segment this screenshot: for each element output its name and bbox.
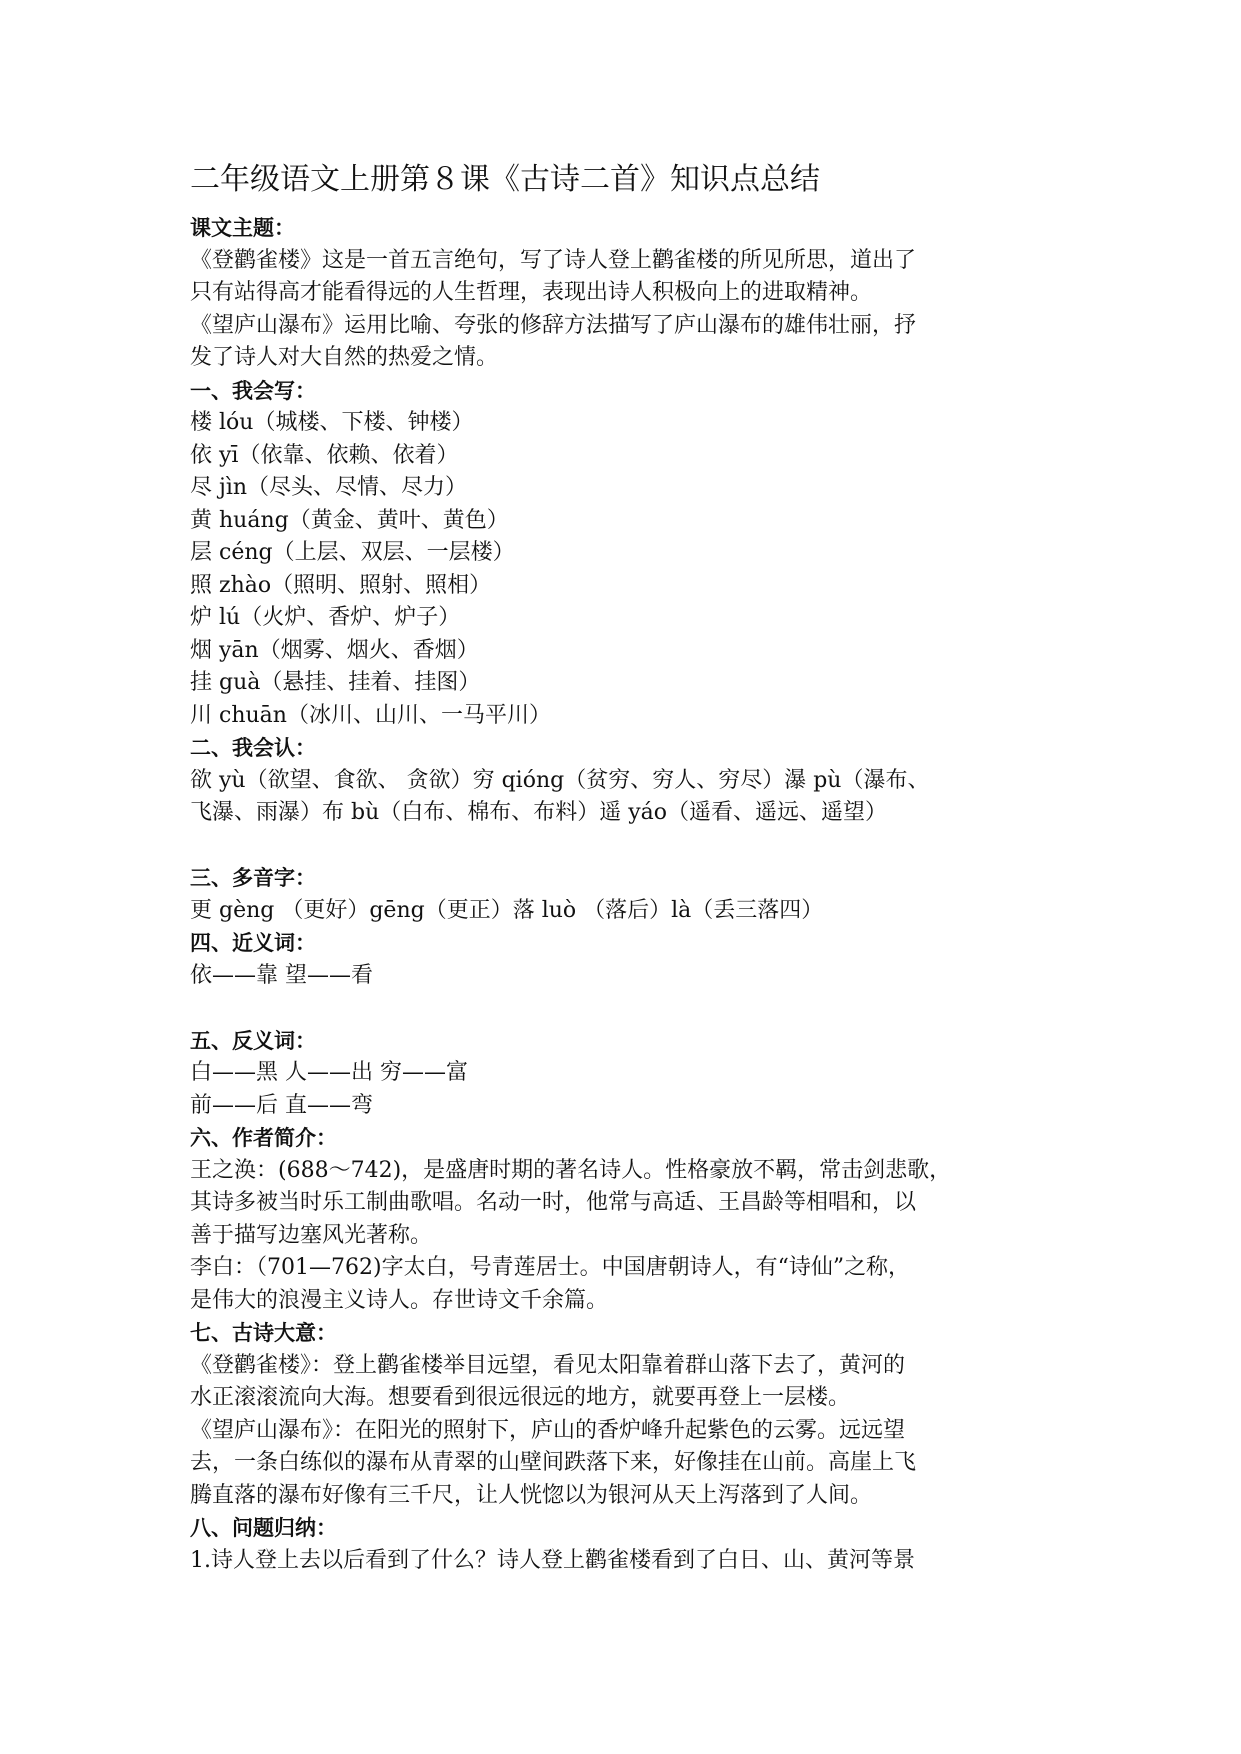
text-line: 黄 huáng（黄金、黄叶、黄色） [190, 507, 509, 533]
section-heading: 八、问题归纳： [190, 1516, 337, 1540]
document-page [190, 158, 1070, 1577]
blank-line [190, 830, 1070, 863]
text-line: 去，一条白练似的瀑布从青翠的山壁间跌落下来，好像挂在山前。高崖上飞 [190, 1450, 917, 1475]
text-line: 依——靠 望——看 [190, 962, 373, 988]
text-line: 王之涣：(688～742)，是盛唐时期的著名诗人。性格豪放不羁，常击剑悲歌， [190, 1157, 952, 1183]
text-line: 飞瀑、雨瀑）布 bù（白布、棉布、布料）遥 yáo（遥看、遥远、遥望） [190, 800, 888, 825]
text-line: 欲 yù（欲望、食欲、 贪欲）穷 qióng（贫穷、穷人、穷尽）瀑 pù（瀑布、 [190, 767, 930, 793]
section-authors [190, 1122, 1070, 1317]
section-recognize [190, 732, 1070, 830]
section-heading: 六、作者简介： [190, 1126, 337, 1150]
text-line: 腾直落的瀑布好像有三千尺，让人恍惚以为银河从天上泻落到了人间。 [190, 1482, 873, 1508]
text-line: 川 chuān（冰川、山川、一马平川） [190, 702, 551, 728]
section-write [190, 375, 1070, 733]
section-theme [190, 212, 1070, 375]
section-heading: 课文主题： [190, 216, 295, 240]
text-line: 善于描写边塞风光著称。 [190, 1222, 433, 1248]
text-line: 炉 lú（火炉、香炉、炉子） [190, 605, 461, 630]
text-line: 水正滚滚流向大海。想要看到很远很远的地方，就要再登上一层楼。 [190, 1385, 851, 1410]
text-line: 《望庐山瀑布》运用比喻、夸张的修辞方法描写了庐山瀑布的雄伟壮丽，抒 [190, 312, 917, 338]
text-line: 《登鹳雀楼》这是一首五言绝句，写了诗人登上鹳雀楼的所见所思，道出了 [190, 247, 917, 273]
text-line: 照 zhào（照明、照射、照相） [190, 572, 492, 598]
section-meaning [190, 1317, 1070, 1512]
text-line: 烟 yān（烟雾、烟火、香烟） [190, 637, 479, 663]
section-synonyms [190, 927, 1070, 992]
text-line: 《登鹳雀楼》：登上鹳雀楼举目远望，看见太阳靠着群山落下去了，黄河的 [190, 1352, 906, 1378]
blank-line [190, 992, 1070, 1025]
text-line: 其诗多被当时乐工制曲歌唱。名动一时，他常与高适、王昌龄等相唱和，以 [190, 1190, 917, 1215]
section-heading: 二、我会认： [190, 736, 316, 760]
text-line: 李白：（701—762)字太白，号青莲居士。中国唐朝诗人，有“诗仙”之称， [190, 1255, 911, 1280]
text-line: 前——后 直——弯 [190, 1092, 373, 1118]
section-questions [190, 1512, 1070, 1577]
text-line: 是伟大的浪漫主义诗人。存世诗文千余篇。 [190, 1287, 609, 1313]
text-line: 《望庐山瀑布》：在阳光的照射下，庐山的香炉峰升起紫色的云雾。远远望 [190, 1417, 906, 1443]
text-line: 依 yī（依靠、依赖、依着） [190, 442, 459, 468]
section-heading: 七、古诗大意： [190, 1321, 337, 1345]
section-heading: 四、近义词： [190, 931, 316, 955]
text-line: 1.诗人登上去以后看到了什么？诗人登上鹳雀楼看到了白日、山、黄河等景 [190, 1547, 915, 1573]
text-line: 楼 lóu（城楼、下楼、钟楼） [190, 410, 474, 435]
text-line: 更 gèng （更好）gēng（更正）落 luò （落后）là（丢三落四） [190, 897, 824, 923]
text-line: 只有站得高才能看得远的人生哲理，表现出诗人积极向上的进取精神。 [190, 280, 873, 305]
text-line: 层 céng（上层、双层、一层楼） [190, 540, 515, 565]
text-line: 挂 guà（悬挂、挂着、挂图） [190, 670, 481, 695]
section-heading: 三、多音字： [190, 866, 316, 890]
section-heading: 五、反义词： [190, 1028, 316, 1053]
text-line: 发了诗人对大自然的热爱之情。 [190, 345, 499, 370]
page-title: 二年级语文上册第８课《古诗二首》知识点总结 [190, 162, 820, 197]
section-polyphone [190, 862, 1070, 927]
text-line: 白——黑 人——出 穷——富 [190, 1060, 468, 1085]
section-antonyms [190, 1025, 1070, 1123]
text-line: 尽 jìn（尽头、尽情、尽力） [190, 475, 468, 500]
section-heading: 一、我会写： [190, 378, 316, 403]
